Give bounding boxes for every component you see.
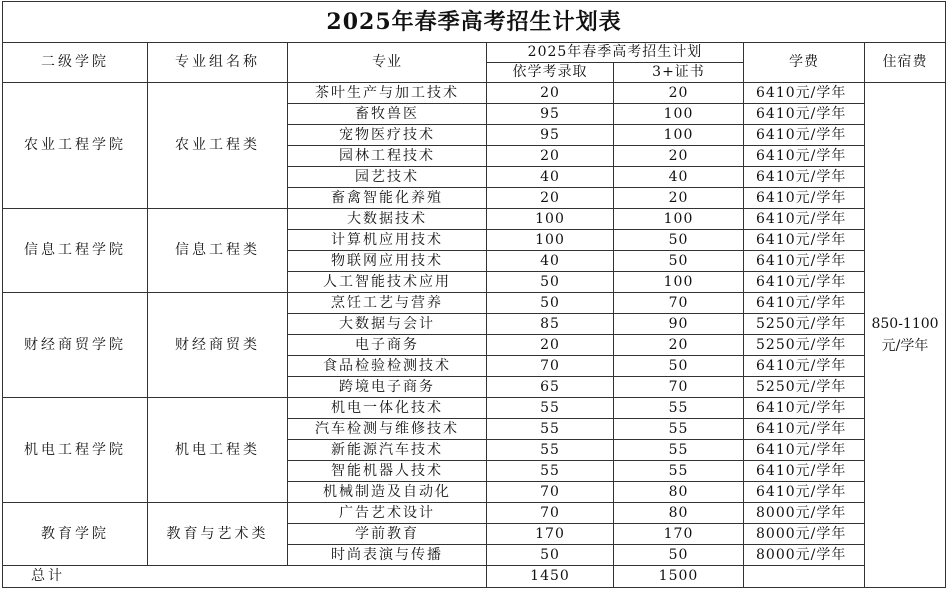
group-name: 财经商贸类 — [148, 293, 288, 398]
table-row — [3, 83, 946, 104]
header-dorm: 住宿费 — [865, 43, 946, 83]
header-group: 专业组名称 — [148, 43, 288, 83]
major-name: 园林工程技术 — [288, 146, 487, 167]
major-name: 电子商务 — [288, 335, 487, 356]
tuition-fee: 8000元/学年 — [744, 545, 865, 566]
plan-certificate: 55 — [614, 440, 744, 461]
major-name: 畜禽智能化养殖 — [288, 188, 487, 209]
plan-certificate: 100 — [614, 272, 744, 293]
plan-xuekao: 70 — [487, 503, 614, 524]
college-name: 财经商贸学院 — [3, 293, 148, 398]
plan-xuekao: 55 — [487, 440, 614, 461]
major-name: 跨境电子商务 — [288, 377, 487, 398]
header-major: 专业 — [288, 43, 487, 83]
plan-xuekao: 85 — [487, 314, 614, 335]
major-name: 智能机器人技术 — [288, 461, 487, 482]
tuition-fee: 6410元/学年 — [744, 83, 865, 104]
header-plan-xuekao: 依学考录取 — [487, 63, 614, 83]
plan-xuekao: 20 — [487, 188, 614, 209]
plan-certificate: 55 — [614, 461, 744, 482]
tuition-fee: 6410元/学年 — [744, 440, 865, 461]
major-name: 新能源汽车技术 — [288, 440, 487, 461]
table-row — [3, 503, 946, 524]
total-certificate: 1500 — [614, 566, 744, 588]
total-label: 总计 — [3, 566, 487, 588]
tuition-fee: 6410元/学年 — [744, 482, 865, 503]
plan-certificate: 20 — [614, 83, 744, 104]
tuition-fee: 5250元/学年 — [744, 335, 865, 356]
plan-xuekao: 100 — [487, 209, 614, 230]
tuition-fee: 6410元/学年 — [744, 251, 865, 272]
plan-certificate: 90 — [614, 314, 744, 335]
plan-xuekao: 70 — [487, 356, 614, 377]
table-row — [3, 398, 946, 419]
plan-certificate: 80 — [614, 482, 744, 503]
total-tuition-empty — [744, 566, 865, 588]
plan-certificate: 100 — [614, 125, 744, 146]
plan-xuekao: 20 — [487, 335, 614, 356]
tuition-fee: 8000元/学年 — [744, 524, 865, 545]
header-plan: 2025年春季高考招生计划 — [487, 43, 744, 63]
group-name: 农业工程类 — [148, 83, 288, 209]
college-name: 信息工程学院 — [3, 209, 148, 293]
table-row — [3, 293, 946, 314]
plan-certificate: 55 — [614, 398, 744, 419]
major-name: 时尚表演与传播 — [288, 545, 487, 566]
plan-certificate: 20 — [614, 146, 744, 167]
plan-certificate: 170 — [614, 524, 744, 545]
tuition-fee: 6410元/学年 — [744, 419, 865, 440]
plan-xuekao: 70 — [487, 482, 614, 503]
major-name: 大数据与会计 — [288, 314, 487, 335]
plan-xuekao: 50 — [487, 545, 614, 566]
header-tuition: 学费 — [744, 43, 865, 83]
tuition-fee: 8000元/学年 — [744, 503, 865, 524]
tuition-fee: 5250元/学年 — [744, 314, 865, 335]
tuition-fee: 6410元/学年 — [744, 125, 865, 146]
plan-certificate: 20 — [614, 188, 744, 209]
major-name: 园艺技术 — [288, 167, 487, 188]
plan-xuekao: 100 — [487, 230, 614, 251]
plan-certificate: 50 — [614, 230, 744, 251]
major-name: 人工智能技术应用 — [288, 272, 487, 293]
plan-xuekao: 55 — [487, 419, 614, 440]
plan-xuekao: 55 — [487, 398, 614, 419]
plan-xuekao: 40 — [487, 251, 614, 272]
plan-xuekao: 20 — [487, 146, 614, 167]
plan-certificate: 50 — [614, 251, 744, 272]
major-name: 机电一体化技术 — [288, 398, 487, 419]
plan-certificate: 20 — [614, 335, 744, 356]
group-name: 机电工程类 — [148, 398, 288, 503]
group-name: 教育与艺术类 — [148, 503, 288, 566]
tuition-fee: 6410元/学年 — [744, 209, 865, 230]
major-name: 广告艺术设计 — [288, 503, 487, 524]
plan-certificate: 40 — [614, 167, 744, 188]
major-name: 学前教育 — [288, 524, 487, 545]
plan-xuekao: 50 — [487, 272, 614, 293]
plan-certificate: 50 — [614, 545, 744, 566]
plan-certificate: 100 — [614, 209, 744, 230]
plan-xuekao: 50 — [487, 293, 614, 314]
plan-certificate: 55 — [614, 419, 744, 440]
plan-xuekao: 40 — [487, 167, 614, 188]
plan-xuekao: 170 — [487, 524, 614, 545]
tuition-fee: 6410元/学年 — [744, 293, 865, 314]
tuition-fee: 6410元/学年 — [744, 356, 865, 377]
college-name: 农业工程学院 — [3, 83, 148, 209]
tuition-fee: 6410元/学年 — [744, 230, 865, 251]
table-title: 2025年春季高考招生计划表 — [3, 2, 946, 43]
major-name: 畜牧兽医 — [288, 104, 487, 125]
plan-xuekao: 95 — [487, 125, 614, 146]
plan-xuekao: 55 — [487, 461, 614, 482]
dorm-fee: 850-1100元/学年 — [865, 83, 946, 588]
major-name: 汽车检测与维修技术 — [288, 419, 487, 440]
major-name: 计算机应用技术 — [288, 230, 487, 251]
tuition-fee: 6410元/学年 — [744, 461, 865, 482]
tuition-fee: 5250元/学年 — [744, 377, 865, 398]
plan-certificate: 70 — [614, 377, 744, 398]
major-name: 物联网应用技术 — [288, 251, 487, 272]
enrollment-plan-table — [2, 1, 946, 588]
tuition-fee: 6410元/学年 — [744, 188, 865, 209]
major-name: 大数据技术 — [288, 209, 487, 230]
header-plan-certificate: 3+证书 — [614, 63, 744, 83]
header-college: 二级学院 — [3, 43, 148, 83]
plan-xuekao: 20 — [487, 83, 614, 104]
table-row — [3, 209, 946, 230]
plan-certificate: 70 — [614, 293, 744, 314]
plan-certificate: 100 — [614, 104, 744, 125]
major-name: 烹饪工艺与营养 — [288, 293, 487, 314]
plan-xuekao: 65 — [487, 377, 614, 398]
tuition-fee: 6410元/学年 — [744, 104, 865, 125]
group-name: 信息工程类 — [148, 209, 288, 293]
major-name: 宠物医疗技术 — [288, 125, 487, 146]
major-name: 茶叶生产与加工技术 — [288, 83, 487, 104]
total-row — [3, 566, 946, 588]
major-name: 食品检验检测技术 — [288, 356, 487, 377]
tuition-fee: 6410元/学年 — [744, 167, 865, 188]
plan-certificate: 80 — [614, 503, 744, 524]
plan-certificate: 50 — [614, 356, 744, 377]
tuition-fee: 6410元/学年 — [744, 398, 865, 419]
tuition-fee: 6410元/学年 — [744, 146, 865, 167]
total-xuekao: 1450 — [487, 566, 614, 588]
major-name: 机械制造及自动化 — [288, 482, 487, 503]
tuition-fee: 6410元/学年 — [744, 272, 865, 293]
college-name: 机电工程学院 — [3, 398, 148, 503]
college-name: 教育学院 — [3, 503, 148, 566]
plan-xuekao: 95 — [487, 104, 614, 125]
